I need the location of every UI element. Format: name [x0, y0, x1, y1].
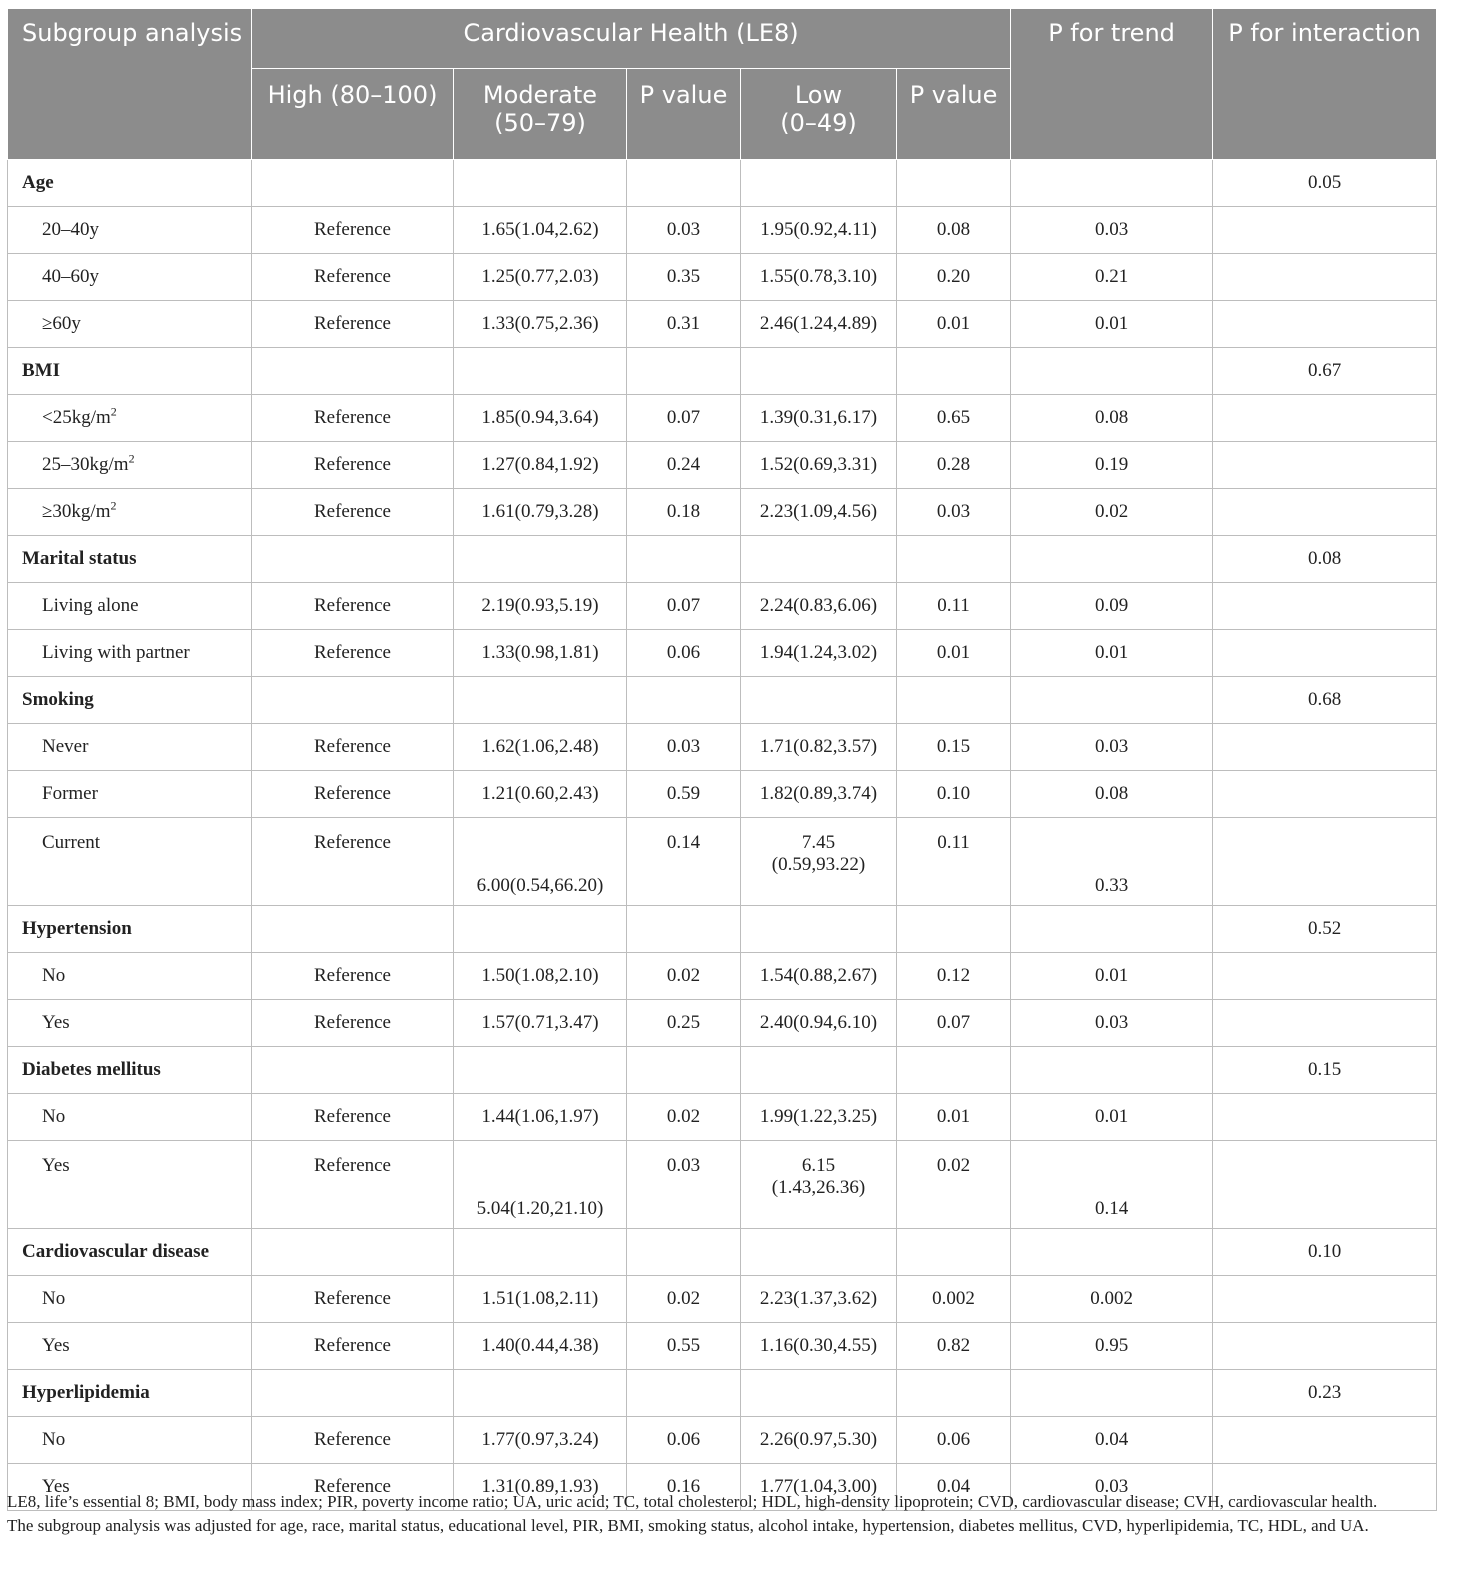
empty-cell — [1213, 1094, 1437, 1141]
p-value-low: 0.82 — [897, 1323, 1011, 1370]
p-trend-value: 0.01 — [1011, 1094, 1213, 1141]
header-low — [741, 69, 897, 160]
subgroup-label — [8, 254, 252, 301]
p-value-moderate: 0.06 — [627, 630, 741, 677]
empty-cell — [252, 677, 454, 724]
empty-cell — [741, 160, 897, 207]
empty-cell — [1213, 818, 1437, 906]
empty-cell — [897, 348, 1011, 395]
low-or: 2.26(0.97,5.30) — [741, 1417, 897, 1464]
empty-cell — [897, 1229, 1011, 1276]
unit-superscript: 2 — [110, 404, 117, 419]
p-value-low: 0.01 — [897, 301, 1011, 348]
p-trend-value: 0.01 — [1011, 630, 1213, 677]
empty-cell — [1213, 771, 1437, 818]
subgroup-label-text: 40–60y — [42, 266, 99, 287]
empty-cell — [1213, 254, 1437, 301]
p-value-low: 0.28 — [897, 442, 1011, 489]
subgroup-label-text: Living alone — [42, 595, 139, 616]
low-or-ci: (1.43,26.36) — [771, 1177, 866, 1198]
group-name: Hyperlipidemia — [8, 1370, 252, 1417]
empty-cell — [1213, 1141, 1437, 1229]
empty-cell — [1213, 724, 1437, 771]
empty-cell — [1213, 301, 1437, 348]
empty-cell — [1011, 1229, 1213, 1276]
unit-superscript: 2 — [110, 498, 117, 513]
p-value-moderate: 0.03 — [627, 207, 741, 254]
p-trend-value: 0.03 — [1011, 1000, 1213, 1047]
empty-cell — [1213, 630, 1437, 677]
table-row — [8, 1417, 1437, 1464]
table-header — [8, 9, 1437, 160]
subgroup-label — [8, 1323, 252, 1370]
subgroup-label — [8, 1276, 252, 1323]
high-reference: Reference — [252, 1323, 454, 1370]
subgroup-label — [8, 630, 252, 677]
table-row — [8, 301, 1437, 348]
p-value-low: 0.65 — [897, 395, 1011, 442]
table-row — [8, 1276, 1437, 1323]
header-moderate-line1: Moderate — [482, 81, 598, 109]
group-name: Cardiovascular disease — [8, 1229, 252, 1276]
empty-cell — [1011, 906, 1213, 953]
moderate-or: 1.33(0.98,1.81) — [454, 630, 627, 677]
group-row — [8, 160, 1437, 207]
empty-cell — [1213, 1276, 1437, 1323]
empty-cell — [454, 1229, 627, 1276]
table-body — [8, 160, 1437, 1511]
high-reference: Reference — [252, 724, 454, 771]
p-value-moderate: 0.03 — [627, 724, 741, 771]
table-row — [8, 442, 1437, 489]
moderate-or: 5.04(1.20,21.10) — [454, 1141, 627, 1229]
empty-cell — [1011, 536, 1213, 583]
subgroup-label-text: No — [42, 965, 66, 986]
empty-cell — [252, 348, 454, 395]
subgroup-label-text: ≥60y — [42, 313, 81, 334]
group-name: Marital status — [8, 536, 252, 583]
table-row — [8, 953, 1437, 1000]
header-subgroup: Subgroup analysis — [8, 9, 252, 160]
header-p-value-2: P value — [897, 69, 1011, 160]
header-p-value-1: P value — [627, 69, 741, 160]
subgroup-label-text: No — [42, 1106, 66, 1127]
p-interaction-value: 0.08 — [1213, 536, 1437, 583]
p-value-moderate: 0.25 — [627, 1000, 741, 1047]
low-or-estimate: 7.45 — [801, 832, 836, 853]
empty-cell — [1011, 1047, 1213, 1094]
moderate-or: 1.51(1.08,2.11) — [454, 1276, 627, 1323]
subgroup-label — [8, 818, 252, 906]
subgroup-label — [8, 207, 252, 254]
subgroup-label-text: ≥30kg/m — [42, 501, 111, 522]
subgroup-label — [8, 771, 252, 818]
p-trend-value: 0.01 — [1011, 953, 1213, 1000]
p-value-moderate: 0.02 — [627, 1276, 741, 1323]
group-row — [8, 1047, 1437, 1094]
empty-cell — [627, 348, 741, 395]
empty-cell — [252, 1229, 454, 1276]
p-trend-value: 0.08 — [1011, 395, 1213, 442]
p-interaction-value: 0.15 — [1213, 1047, 1437, 1094]
header-low-line2: (0–49) — [780, 109, 857, 137]
header-p-interaction: P for interaction — [1213, 9, 1437, 160]
p-value-low: 0.04 — [897, 1464, 1011, 1511]
p-trend-value: 0.21 — [1011, 254, 1213, 301]
table-row — [8, 724, 1437, 771]
table-row — [8, 818, 1437, 906]
table-footnotes — [7, 1490, 1439, 1538]
moderate-or: 1.44(1.06,1.97) — [454, 1094, 627, 1141]
subgroup-table — [7, 8, 1437, 1511]
group-row — [8, 906, 1437, 953]
subgroup-label-text: Current — [42, 832, 101, 853]
p-value-moderate: 0.35 — [627, 254, 741, 301]
table-row — [8, 207, 1437, 254]
empty-cell — [1011, 677, 1213, 724]
empty-cell — [741, 536, 897, 583]
p-interaction-value: 0.10 — [1213, 1229, 1437, 1276]
moderate-or: 2.19(0.93,5.19) — [454, 583, 627, 630]
empty-cell — [1213, 395, 1437, 442]
empty-cell — [252, 1370, 454, 1417]
high-reference: Reference — [252, 771, 454, 818]
p-value-low: 0.11 — [897, 583, 1011, 630]
p-value-low: 0.03 — [897, 489, 1011, 536]
empty-cell — [454, 160, 627, 207]
header-low-line1: Low — [794, 81, 843, 109]
p-trend-value: 0.04 — [1011, 1417, 1213, 1464]
high-reference: Reference — [252, 1000, 454, 1047]
p-interaction-value: 0.52 — [1213, 906, 1437, 953]
low-or: 1.55(0.78,3.10) — [741, 254, 897, 301]
high-reference: Reference — [252, 1094, 454, 1141]
empty-cell — [1213, 583, 1437, 630]
moderate-or: 1.31(0.89,1.93) — [454, 1464, 627, 1511]
empty-cell — [454, 1047, 627, 1094]
empty-cell — [627, 1229, 741, 1276]
empty-cell — [1213, 1417, 1437, 1464]
group-name: BMI — [8, 348, 252, 395]
low-or: 2.46(1.24,4.89) — [741, 301, 897, 348]
subgroup-label-text: Former — [42, 783, 98, 804]
p-value-moderate: 0.03 — [627, 1141, 741, 1229]
subgroup-label — [8, 442, 252, 489]
empty-cell — [627, 1370, 741, 1417]
low-or: 2.23(1.09,4.56) — [741, 489, 897, 536]
subgroup-label-text: Yes — [42, 1155, 70, 1176]
empty-cell — [1213, 953, 1437, 1000]
empty-cell — [454, 536, 627, 583]
empty-cell — [1213, 207, 1437, 254]
p-trend-value: 0.09 — [1011, 583, 1213, 630]
group-name: Smoking — [8, 677, 252, 724]
high-reference: Reference — [252, 583, 454, 630]
table-row — [8, 489, 1437, 536]
high-reference: Reference — [252, 1141, 454, 1229]
low-or: 1.95(0.92,4.11) — [741, 207, 897, 254]
empty-cell — [897, 906, 1011, 953]
low-or: 1.99(1.22,3.25) — [741, 1094, 897, 1141]
low-or: 1.82(0.89,3.74) — [741, 771, 897, 818]
high-reference: Reference — [252, 489, 454, 536]
subgroup-label — [8, 301, 252, 348]
header-moderate-line2: (50–79) — [494, 109, 586, 137]
moderate-or: 6.00(0.54,66.20) — [454, 818, 627, 906]
p-trend-value: 0.03 — [1011, 207, 1213, 254]
low-or-estimate: 6.15 — [801, 1155, 836, 1176]
subgroup-label — [8, 724, 252, 771]
subgroup-label-text: No — [42, 1429, 66, 1450]
p-interaction-value: 0.68 — [1213, 677, 1437, 724]
high-reference: Reference — [252, 953, 454, 1000]
moderate-or: 1.65(1.04,2.62) — [454, 207, 627, 254]
low-or: 1.54(0.88,2.67) — [741, 953, 897, 1000]
high-reference: Reference — [252, 207, 454, 254]
moderate-or: 1.61(0.79,3.28) — [454, 489, 627, 536]
subgroup-label — [8, 1000, 252, 1047]
empty-cell — [741, 677, 897, 724]
subgroup-label-text: Yes — [42, 1335, 70, 1356]
moderate-or: 1.33(0.75,2.36) — [454, 301, 627, 348]
low-or: 1.39(0.31,6.17) — [741, 395, 897, 442]
subgroup-label — [8, 1417, 252, 1464]
moderate-or: 1.21(0.60,2.43) — [454, 771, 627, 818]
table-row — [8, 583, 1437, 630]
subgroup-label-text: Yes — [42, 1476, 70, 1497]
subgroup-label — [8, 583, 252, 630]
group-name: Diabetes mellitus — [8, 1047, 252, 1094]
empty-cell — [454, 1370, 627, 1417]
empty-cell — [897, 677, 1011, 724]
empty-cell — [741, 906, 897, 953]
empty-cell — [252, 1047, 454, 1094]
low-or: 1.16(0.30,4.55) — [741, 1323, 897, 1370]
subgroup-label-text: No — [42, 1288, 66, 1309]
p-value-moderate: 0.31 — [627, 301, 741, 348]
p-value-low: 0.11 — [897, 818, 1011, 906]
low-or: 1.77(1.04,3.00) — [741, 1464, 897, 1511]
high-reference: Reference — [252, 630, 454, 677]
p-value-low: 0.02 — [897, 1141, 1011, 1229]
empty-cell — [1011, 348, 1213, 395]
low-or: 1.71(0.82,3.57) — [741, 724, 897, 771]
table-row — [8, 1000, 1437, 1047]
high-reference: Reference — [252, 818, 454, 906]
empty-cell — [627, 160, 741, 207]
footnote-abbreviations: LE8, life’s essential 8; BMI, body mass index; PIR, poverty income ratio; UA, uric acid; TC, total cholesterol; HDL, high-density lipoprotein; CVD, cardiovascular disease; CVH, cardiovascular health. — [7, 1492, 1378, 1511]
empty-cell — [252, 906, 454, 953]
header-cvh: Cardiovascular Health (LE8) — [252, 9, 1011, 69]
subgroup-label — [8, 1094, 252, 1141]
subgroup-label — [8, 953, 252, 1000]
low-or: 1.52(0.69,3.31) — [741, 442, 897, 489]
p-interaction-value: 0.67 — [1213, 348, 1437, 395]
p-trend-value: 0.95 — [1011, 1323, 1213, 1370]
p-value-moderate: 0.55 — [627, 1323, 741, 1370]
table-container — [7, 8, 1436, 1511]
subgroup-label-text: 20–40y — [42, 219, 99, 240]
header-moderate — [454, 69, 627, 160]
empty-cell — [897, 160, 1011, 207]
p-value-low: 0.002 — [897, 1276, 1011, 1323]
table-row — [8, 1323, 1437, 1370]
low-or — [741, 1141, 897, 1229]
moderate-or: 1.25(0.77,2.03) — [454, 254, 627, 301]
group-row — [8, 1370, 1437, 1417]
p-value-low: 0.20 — [897, 254, 1011, 301]
high-reference: Reference — [252, 442, 454, 489]
p-trend-value: 0.33 — [1011, 818, 1213, 906]
header-high: High (80–100) — [252, 69, 454, 160]
high-reference: Reference — [252, 1276, 454, 1323]
p-value-moderate: 0.18 — [627, 489, 741, 536]
empty-cell — [454, 906, 627, 953]
low-or: 2.24(0.83,6.06) — [741, 583, 897, 630]
p-trend-value: 0.02 — [1011, 489, 1213, 536]
empty-cell — [897, 1370, 1011, 1417]
empty-cell — [1011, 160, 1213, 207]
empty-cell — [741, 1047, 897, 1094]
high-reference: Reference — [252, 254, 454, 301]
low-or: 2.23(1.37,3.62) — [741, 1276, 897, 1323]
subgroup-label-text: 25–30kg/m — [42, 454, 129, 475]
subgroup-label-text: Yes — [42, 1012, 70, 1033]
empty-cell — [1213, 442, 1437, 489]
p-trend-value: 0.19 — [1011, 442, 1213, 489]
p-value-moderate: 0.07 — [627, 583, 741, 630]
subgroup-label — [8, 1141, 252, 1229]
subgroup-label-text: <25kg/m — [42, 407, 111, 428]
moderate-or: 1.57(0.71,3.47) — [454, 1000, 627, 1047]
p-trend-value: 0.002 — [1011, 1276, 1213, 1323]
empty-cell — [1213, 489, 1437, 536]
empty-cell — [741, 1229, 897, 1276]
empty-cell — [627, 1047, 741, 1094]
group-row — [8, 677, 1437, 724]
p-value-low: 0.08 — [897, 207, 1011, 254]
empty-cell — [252, 160, 454, 207]
unit-superscript: 2 — [128, 451, 135, 466]
high-reference: Reference — [252, 1464, 454, 1511]
empty-cell — [741, 348, 897, 395]
empty-cell — [627, 906, 741, 953]
group-name: Age — [8, 160, 252, 207]
low-or: 2.40(0.94,6.10) — [741, 1000, 897, 1047]
p-value-moderate: 0.14 — [627, 818, 741, 906]
empty-cell — [1213, 1000, 1437, 1047]
group-row — [8, 1229, 1437, 1276]
empty-cell — [454, 348, 627, 395]
table-row — [8, 1094, 1437, 1141]
p-value-low: 0.07 — [897, 1000, 1011, 1047]
subgroup-label-text: Living with partner — [42, 642, 190, 663]
header-p-trend: P for trend — [1011, 9, 1213, 160]
low-or — [741, 818, 897, 906]
empty-cell — [454, 677, 627, 724]
group-row — [8, 348, 1437, 395]
empty-cell — [627, 536, 741, 583]
p-value-moderate: 0.16 — [627, 1464, 741, 1511]
p-value-moderate: 0.06 — [627, 1417, 741, 1464]
moderate-or: 1.50(1.08,2.10) — [454, 953, 627, 1000]
p-interaction-value: 0.05 — [1213, 160, 1437, 207]
empty-cell — [897, 536, 1011, 583]
table-row — [8, 771, 1437, 818]
p-value-low: 0.12 — [897, 953, 1011, 1000]
subgroup-label — [8, 395, 252, 442]
p-value-low: 0.01 — [897, 630, 1011, 677]
p-value-low: 0.01 — [897, 1094, 1011, 1141]
low-or-ci: (0.59,93.22) — [771, 854, 866, 875]
p-value-moderate: 0.02 — [627, 953, 741, 1000]
p-trend-value: 0.14 — [1011, 1141, 1213, 1229]
table-row — [8, 1141, 1437, 1229]
table-row — [8, 630, 1437, 677]
p-value-low: 0.15 — [897, 724, 1011, 771]
moderate-or: 1.85(0.94,3.64) — [454, 395, 627, 442]
p-trend-value: 0.08 — [1011, 771, 1213, 818]
group-name: Hypertension — [8, 906, 252, 953]
p-value-low: 0.06 — [897, 1417, 1011, 1464]
high-reference: Reference — [252, 1417, 454, 1464]
p-trend-value: 0.03 — [1011, 724, 1213, 771]
empty-cell — [741, 1370, 897, 1417]
high-reference: Reference — [252, 301, 454, 348]
empty-cell — [1011, 1370, 1213, 1417]
p-trend-value: 0.03 — [1011, 1464, 1213, 1511]
p-value-low: 0.10 — [897, 771, 1011, 818]
p-trend-value: 0.01 — [1011, 301, 1213, 348]
group-row — [8, 536, 1437, 583]
table-row — [8, 395, 1437, 442]
p-value-moderate: 0.07 — [627, 395, 741, 442]
subgroup-label — [8, 489, 252, 536]
low-or: 1.94(1.24,3.02) — [741, 630, 897, 677]
p-value-moderate: 0.24 — [627, 442, 741, 489]
footnote-adjustment: The subgroup analysis was adjusted for age, race, marital status, educational level, PIR, BMI, smoking status, alcohol intake, hypertension, diabetes mellitus, CVD, hyperlipidemia, TC, HDL, and UA. — [7, 1516, 1369, 1535]
empty-cell — [252, 536, 454, 583]
empty-cell — [897, 1047, 1011, 1094]
p-value-moderate: 0.02 — [627, 1094, 741, 1141]
empty-cell — [627, 677, 741, 724]
table-row — [8, 254, 1437, 301]
empty-cell — [1213, 1323, 1437, 1370]
subgroup-label-text: Never — [42, 736, 89, 757]
moderate-or: 1.77(0.97,3.24) — [454, 1417, 627, 1464]
moderate-or: 1.27(0.84,1.92) — [454, 442, 627, 489]
p-value-moderate: 0.59 — [627, 771, 741, 818]
moderate-or: 1.62(1.06,2.48) — [454, 724, 627, 771]
moderate-or: 1.40(0.44,4.38) — [454, 1323, 627, 1370]
p-interaction-value: 0.23 — [1213, 1370, 1437, 1417]
high-reference: Reference — [252, 395, 454, 442]
